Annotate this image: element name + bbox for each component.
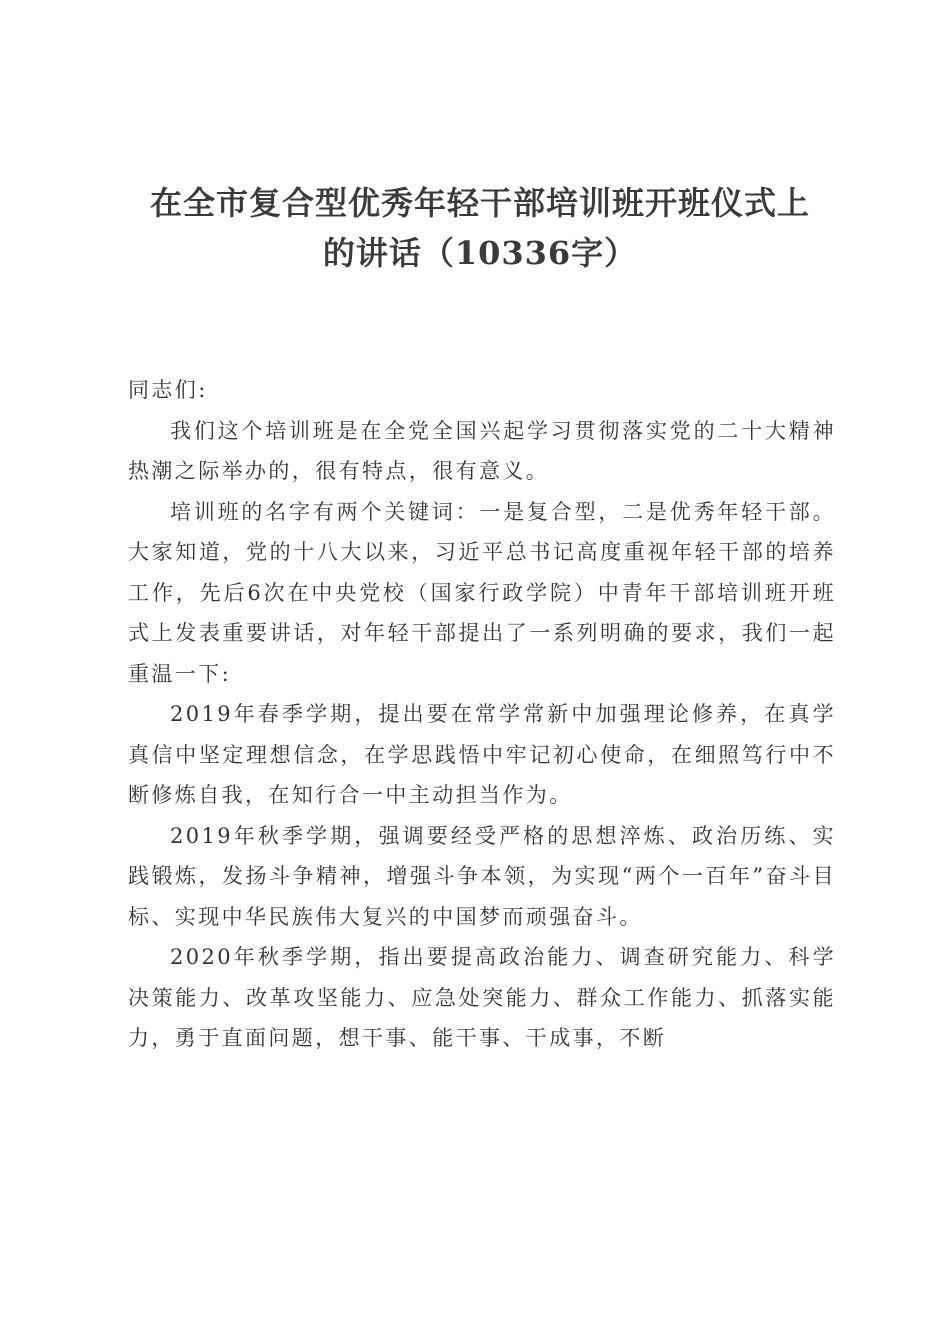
salutation: 同志们: bbox=[128, 378, 208, 402]
document-title bbox=[110, 178, 850, 278]
title-line-1: 在全市复合型优秀年轻干部培训班开班仪式上 bbox=[149, 184, 810, 222]
paragraph-4: 2019年秋季学期，强调要经受严格的思想淬炼、政治历练、实践锻炼，发扬斗争精神，增强斗争本领，为实现“两个一百年”奋斗目标、实现中华民族伟大复兴的中国梦而顽强奋斗。 bbox=[128, 823, 836, 929]
paragraph-3: 2019年春季学期，提出要在常学常新中加强理论修养，在真学真信中坚定理想信念，在学思践悟中牢记初心使命，在细照笃行中不断修炼自我，在知行合一中主动担当作为。 bbox=[128, 702, 836, 807]
title-line-2: 的讲话（10336字） bbox=[322, 234, 638, 272]
document-body bbox=[128, 370, 836, 1059]
paragraph-5: 2020年秋季学期，指出要提高政治能力、调查研究能力、科学决策能力、改革攻坚能力、应急处突能力、群众工作能力、抓落实能力，勇于直面问题，想干事、能干事、干成事，不断 bbox=[128, 945, 836, 1050]
paragraph-2: 培训班的名字有两个关键词：一是复合型，二是优秀年轻干部。大家知道，党的十八大以来，习近平总书记高度重视年轻干部的培养工作，先后6次在中央党校（国家行政学院）中青年干部培训班开班式上发表重要讲话，对年轻干部提出了一系列明确的要求，我们一起重温一下: bbox=[128, 499, 836, 686]
paragraph-1: 我们这个培训班是在全党全国兴起学习贯彻落实党的二十大精神热潮之际举办的，很有特点，很有意义。 bbox=[128, 418, 836, 483]
